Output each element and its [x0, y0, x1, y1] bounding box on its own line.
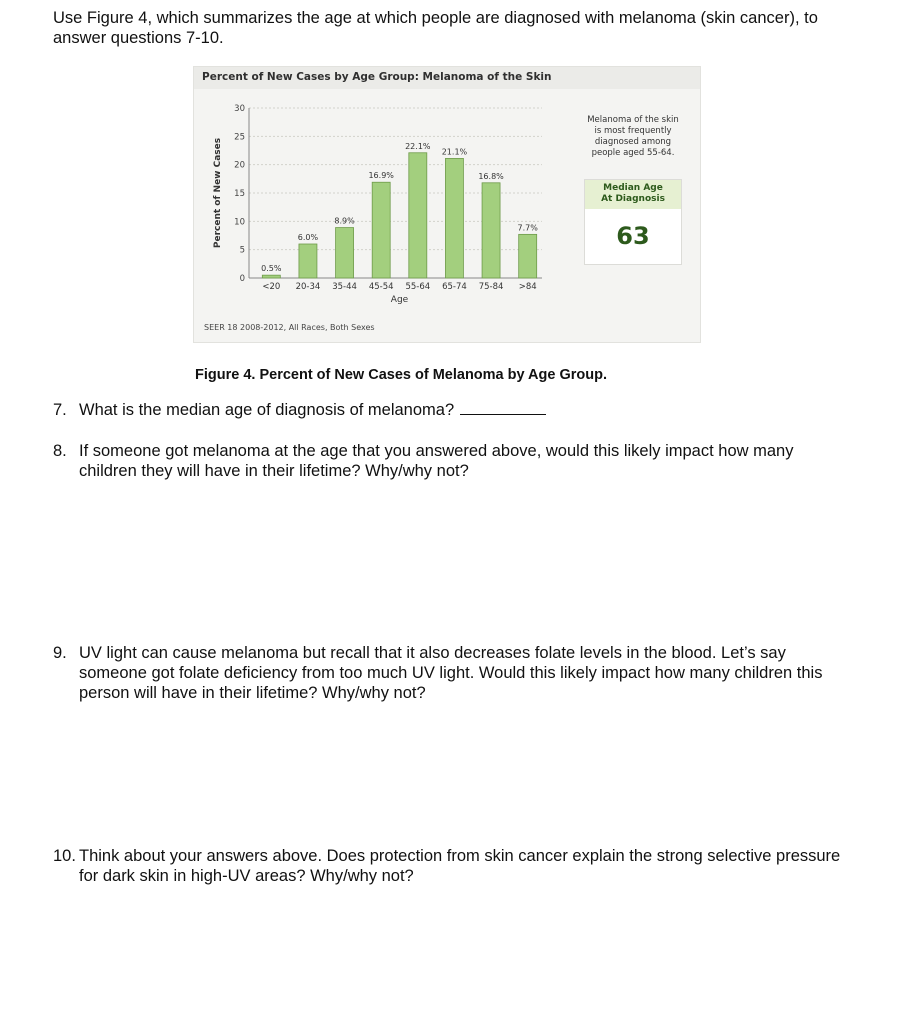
bar-55-64 [409, 153, 427, 278]
question-10 [53, 846, 853, 886]
bar->84 [519, 234, 537, 278]
x-tick-label: 35-44 [332, 282, 357, 292]
figure-caption: Figure 4. Percent of New Cases of Melanoma by Age Group. [195, 367, 607, 383]
x-tick-label: >84 [518, 282, 537, 292]
x-tick-label: 20-34 [295, 282, 321, 292]
question-8 [53, 441, 853, 481]
question-text: If someone got melanoma at the age that you answered above, would this likely impact how many children they will have in their lifetime? Why/why not? [79, 442, 794, 480]
data-label: 21.1% [441, 147, 468, 157]
y-axis-title: Percent of New Cases [213, 137, 223, 249]
question-text: Think about your answers above. Does protection from skin cancer explain the strong selective pressure for dark skin in high-UV areas? Why/why not? [79, 847, 841, 885]
question-number: 9. [53, 644, 67, 662]
side-note-line: diagnosed among [594, 137, 672, 147]
data-label: 0.5% [261, 264, 282, 274]
y-tick-label: 10 [234, 217, 245, 228]
question-number: 8. [53, 442, 67, 460]
y-tick-label: 25 [234, 132, 245, 143]
bar-65-74 [445, 158, 463, 278]
x-tick-label: 75-84 [478, 282, 504, 292]
median-age-card [584, 179, 682, 265]
question-number: 7. [53, 401, 67, 419]
bar-45-54 [372, 182, 390, 278]
data-label: 7.7% [517, 223, 538, 233]
question-number: 10. [53, 847, 76, 865]
median-age-title: Median Age At Diagnosis [585, 180, 681, 209]
bar-20-34 [299, 244, 317, 278]
answer-blank[interactable] [460, 402, 546, 415]
x-axis-title: Age [390, 295, 409, 305]
y-tick-label: 20 [234, 160, 245, 171]
figure-4 [193, 66, 701, 343]
x-tick-label: 45-54 [368, 282, 394, 292]
median-age-value: 63 [616, 222, 650, 250]
bar-35-44 [336, 228, 354, 278]
question-9 [53, 643, 853, 703]
side-note-line: is most frequently [594, 126, 672, 136]
y-tick-label: 0 [239, 274, 245, 284]
side-note-line: people aged 55-64. [591, 148, 675, 158]
x-tick-label: 55-64 [405, 282, 431, 292]
question-text: What is the median age of diagnosis of melanoma? [79, 401, 455, 419]
data-label: 16.9% [368, 171, 394, 181]
x-tick-label: <20 [262, 282, 281, 292]
instructions-text: Use Figure 4, which summarizes the age at which people are diagnosed with melanoma (skin cancer), to answer questions 7-10. [53, 9, 818, 47]
question-text: UV light can cause melanoma but recall that it also decreases folate levels in the blood. Let’s say someone got folate deficiency from too much UV light. Would this likely impact how many children this person will have in their lifetime? Why/why not? [79, 644, 823, 702]
y-tick-label: 15 [234, 189, 245, 199]
question-7 [53, 400, 853, 420]
y-tick-label: 30 [234, 104, 245, 114]
bar-<20 [262, 275, 280, 278]
side-note-line: Melanoma of the skin [587, 115, 679, 125]
data-label: 22.1% [405, 141, 431, 151]
side-note [583, 115, 683, 159]
data-label: 8.9% [334, 216, 355, 226]
chart-title: Percent of New Cases by Age Group: Melanoma of the Skin [194, 67, 700, 89]
y-tick-label: 5 [239, 245, 245, 256]
data-source: SEER 18 2008-2012, All Races, Both Sexes [204, 323, 375, 332]
x-tick-label: 65-74 [442, 282, 467, 292]
bar-75-84 [482, 183, 500, 278]
data-label: 16.8% [478, 171, 504, 181]
data-label: 6.0% [297, 233, 319, 242]
